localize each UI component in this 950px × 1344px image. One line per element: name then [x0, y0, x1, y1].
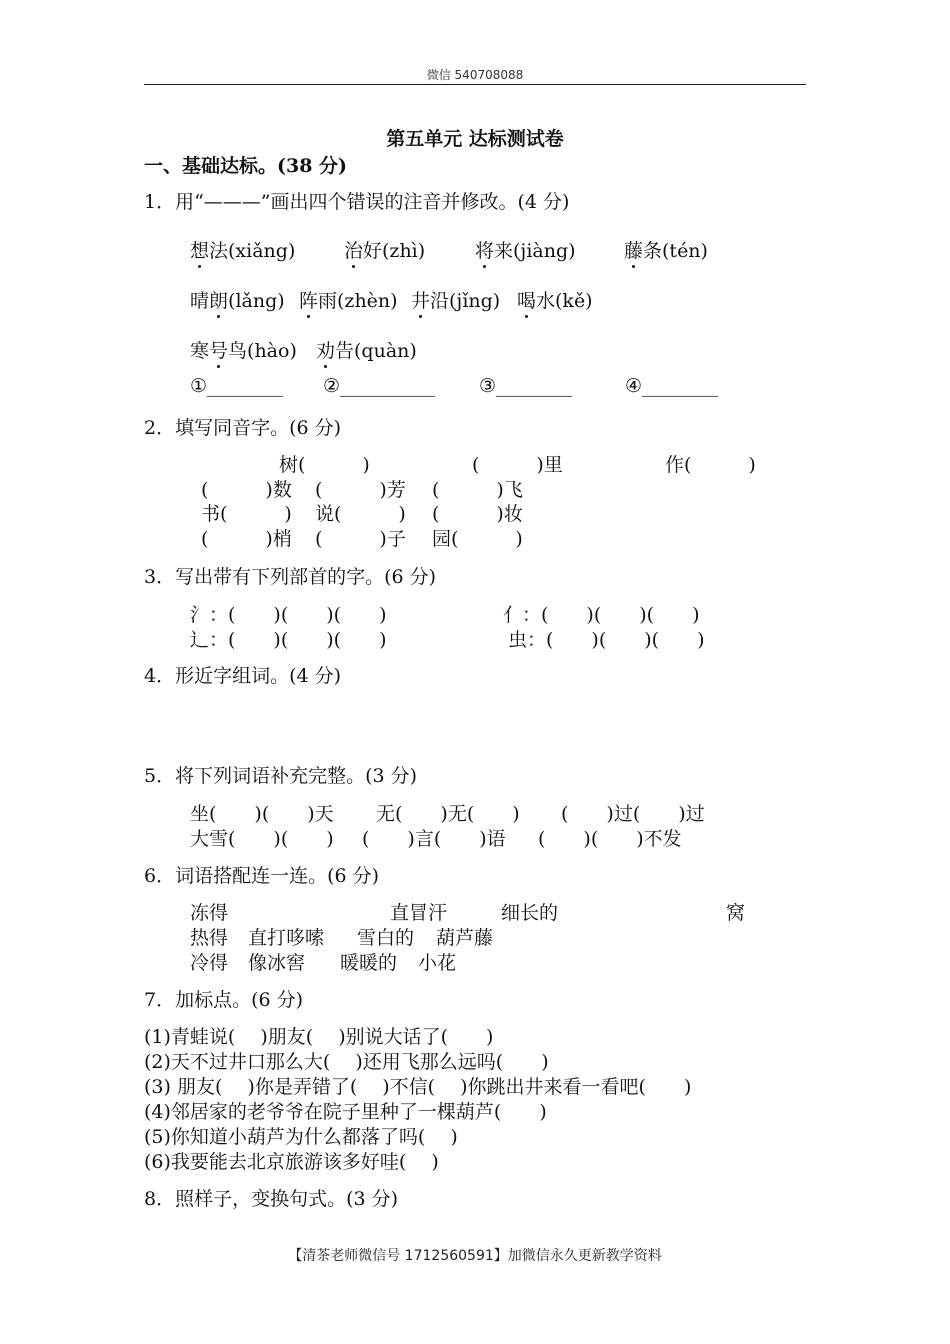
homophone-item: ( )数	[201, 479, 292, 501]
match-word: 窝	[726, 902, 746, 924]
match-word: 小花	[418, 952, 457, 974]
answer-blank[interactable]: ①________	[190, 375, 284, 397]
header-rule	[144, 84, 806, 85]
q2-prompt: 2．填写同音字。(6 分)	[144, 417, 342, 439]
q7-prompt: 7．加标点。(6 分)	[144, 989, 304, 1011]
match-word: 葫芦藤	[436, 927, 494, 949]
homophone-item: ( )子	[315, 528, 406, 550]
homophone-item: ( )飞	[432, 479, 523, 501]
punctuation-sentence: (6)我要能去北京旅游该多好哇( )	[144, 1151, 439, 1173]
homophone-item: 书( )	[201, 503, 292, 525]
pinyin-item: 寒号鸟(hào)	[190, 340, 297, 362]
match-word: 热得	[190, 927, 229, 949]
radical-item: 亻：( )( )( )	[503, 604, 700, 626]
homophone-item: 树( )	[279, 454, 370, 476]
match-word: 雪白的	[357, 927, 415, 949]
punctuation-sentence: (2)天不过井口那么大( )还用飞那么远吗( )	[144, 1051, 549, 1073]
q5-prompt: 5．将下列词语补充完整。(3 分)	[144, 765, 418, 787]
q6-prompt: 6．词语搭配连一连。(6 分)	[144, 865, 380, 887]
punctuation-sentence: (4)邻居家的老爷爷在院子里种了一棵葫芦( )	[144, 1101, 547, 1123]
q4-prompt: 4．形近字组词。(4 分)	[144, 665, 342, 687]
radical-item: 辶：( )( )( )	[190, 629, 387, 651]
idiom-item: ( )言( )语	[362, 828, 506, 850]
punctuation-sentence: (3) 朋友( )你是弄错了( )不信( )你跳出井来看一看吧( )	[144, 1076, 692, 1098]
pinyin-item: 晴朗(lǎng)	[190, 290, 285, 312]
pinyin-item: 治好(zhì)	[344, 240, 426, 262]
match-word: 暖暖的	[340, 952, 398, 974]
pinyin-item: 井沿(jǐng)	[411, 290, 501, 312]
match-word: 冷得	[190, 952, 229, 974]
pinyin-item: 劝告(quàn)	[316, 340, 417, 362]
idiom-item: 无( )无( )	[376, 803, 520, 825]
header-text: 微信 540708088	[426, 68, 524, 82]
match-word: 细长的	[501, 902, 559, 924]
pinyin-item: 将来(jiàng)	[475, 240, 576, 262]
q8-prompt: 8．照样子，变换句式。(3 分)	[144, 1188, 399, 1210]
q1-prompt: 1．用“———”画出四个错误的注音并修改。(4 分)	[144, 191, 570, 213]
homophone-item: 说( )	[315, 503, 406, 525]
idiom-item: ( )( )不发	[538, 828, 682, 850]
match-word: 直冒汗	[390, 902, 448, 924]
answer-blank[interactable]: ②__________	[323, 375, 436, 397]
q3-prompt: 3．写出带有下列部首的字。(6 分)	[144, 566, 437, 588]
match-word: 冻得	[190, 902, 229, 924]
match-word: 像冰窖	[248, 952, 306, 974]
answer-blank[interactable]: ③________	[479, 375, 573, 397]
pinyin-item: 阵雨(zhèn)	[299, 290, 398, 312]
radical-item: 虫：( )( )( )	[508, 629, 705, 651]
pinyin-item: 想法(xiǎng)	[190, 240, 296, 262]
homophone-item: ( )里	[472, 454, 563, 476]
pinyin-item: 藤条(tén)	[624, 240, 708, 262]
idiom-item: ( )过( )过	[561, 803, 705, 825]
punctuation-sentence: (1)青蛙说( )朋友( )别说大话了( )	[144, 1026, 494, 1048]
pinyin-item: 喝水(kě)	[517, 290, 593, 312]
punctuation-sentence: (5)你知道小葫芦为什么都落了吗( )	[144, 1126, 458, 1148]
match-word: 直打哆嗦	[248, 927, 325, 949]
idiom-item: 大雪( )( )	[190, 828, 334, 850]
document-title: 第五单元 达标测试卷	[386, 128, 564, 150]
homophone-item: 作( )	[665, 454, 756, 476]
homophone-item: 园( )	[432, 528, 523, 550]
footer-text: 【清茶老师微信号 1712560591】加微信永久更新教学资料	[288, 1248, 662, 1264]
section-heading: 一、基础达标。(38 分)	[144, 155, 348, 177]
homophone-item: ( )梢	[201, 528, 292, 550]
radical-item: 氵：( )( )( )	[190, 604, 387, 626]
idiom-item: 坐( )( )天	[190, 803, 334, 825]
homophone-item: ( )芳	[315, 479, 406, 501]
answer-blank[interactable]: ④________	[625, 375, 719, 397]
homophone-item: ( )妆	[432, 503, 523, 525]
